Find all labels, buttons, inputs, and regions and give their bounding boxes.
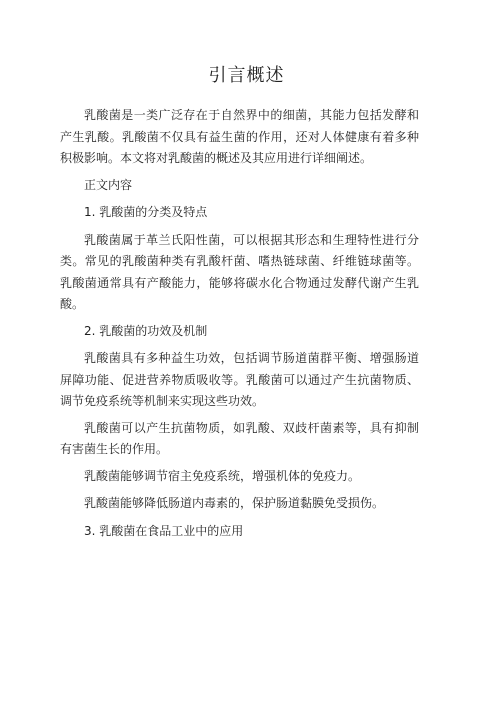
section-label-main: 正文内容 — [84, 177, 133, 192]
document-title: 引言概述 — [208, 65, 285, 86]
intro-paragraph: 乳酸菌是一类广泛存在于自然界中的细菌，其能力包括发酵和产生乳酸。乳酸菌不仅具有益生菌的作用，还对人体健康有着多种积极影响。本文将对乳酸菌的概述及其应用进行详细阐述。 — [60, 108, 419, 165]
section-heading-2: 2. 乳酸菌的功效及机制 — [84, 323, 208, 338]
toxin-paragraph: 乳酸菌能够降低肠道内毒素的，保护肠道黏膜免受损伤。 — [84, 496, 385, 510]
antibacterial-paragraph: 乳酸菌可以产生抗菌物质，如乳酸、双歧杆菌素等，具有抑制有害菌生长的作用。 — [60, 420, 419, 456]
section-heading-3: 3. 乳酸菌在食品工业中的应用 — [84, 523, 244, 538]
immune-paragraph: 乳酸菌能够调节宿主免疫系统，增强机体的免疫力。 — [84, 468, 361, 483]
section-2-paragraph: 乳酸菌具有多种益生功效，包括调节肠道菌群平衡、增强肠道屏障功能、促进营养物质吸收等。乳酸菌可以通过产生抗菌物质、调节免疫系统等机制来实现这些功效。 — [60, 351, 419, 408]
section-1-paragraph: 乳酸菌属于革兰氏阳性菌，可以根据其形态和生理特性进行分类。常见的乳酸菌种类有乳酸杆菌、嗜热链球菌、纤维链球菌等。乳酸菌通常具有产酸能力，能够将碳水化合物通过发酵代谢产生乳酸。 — [60, 232, 419, 311]
section-heading-1: 1. 乳酸菌的分类及特点 — [84, 205, 208, 219]
